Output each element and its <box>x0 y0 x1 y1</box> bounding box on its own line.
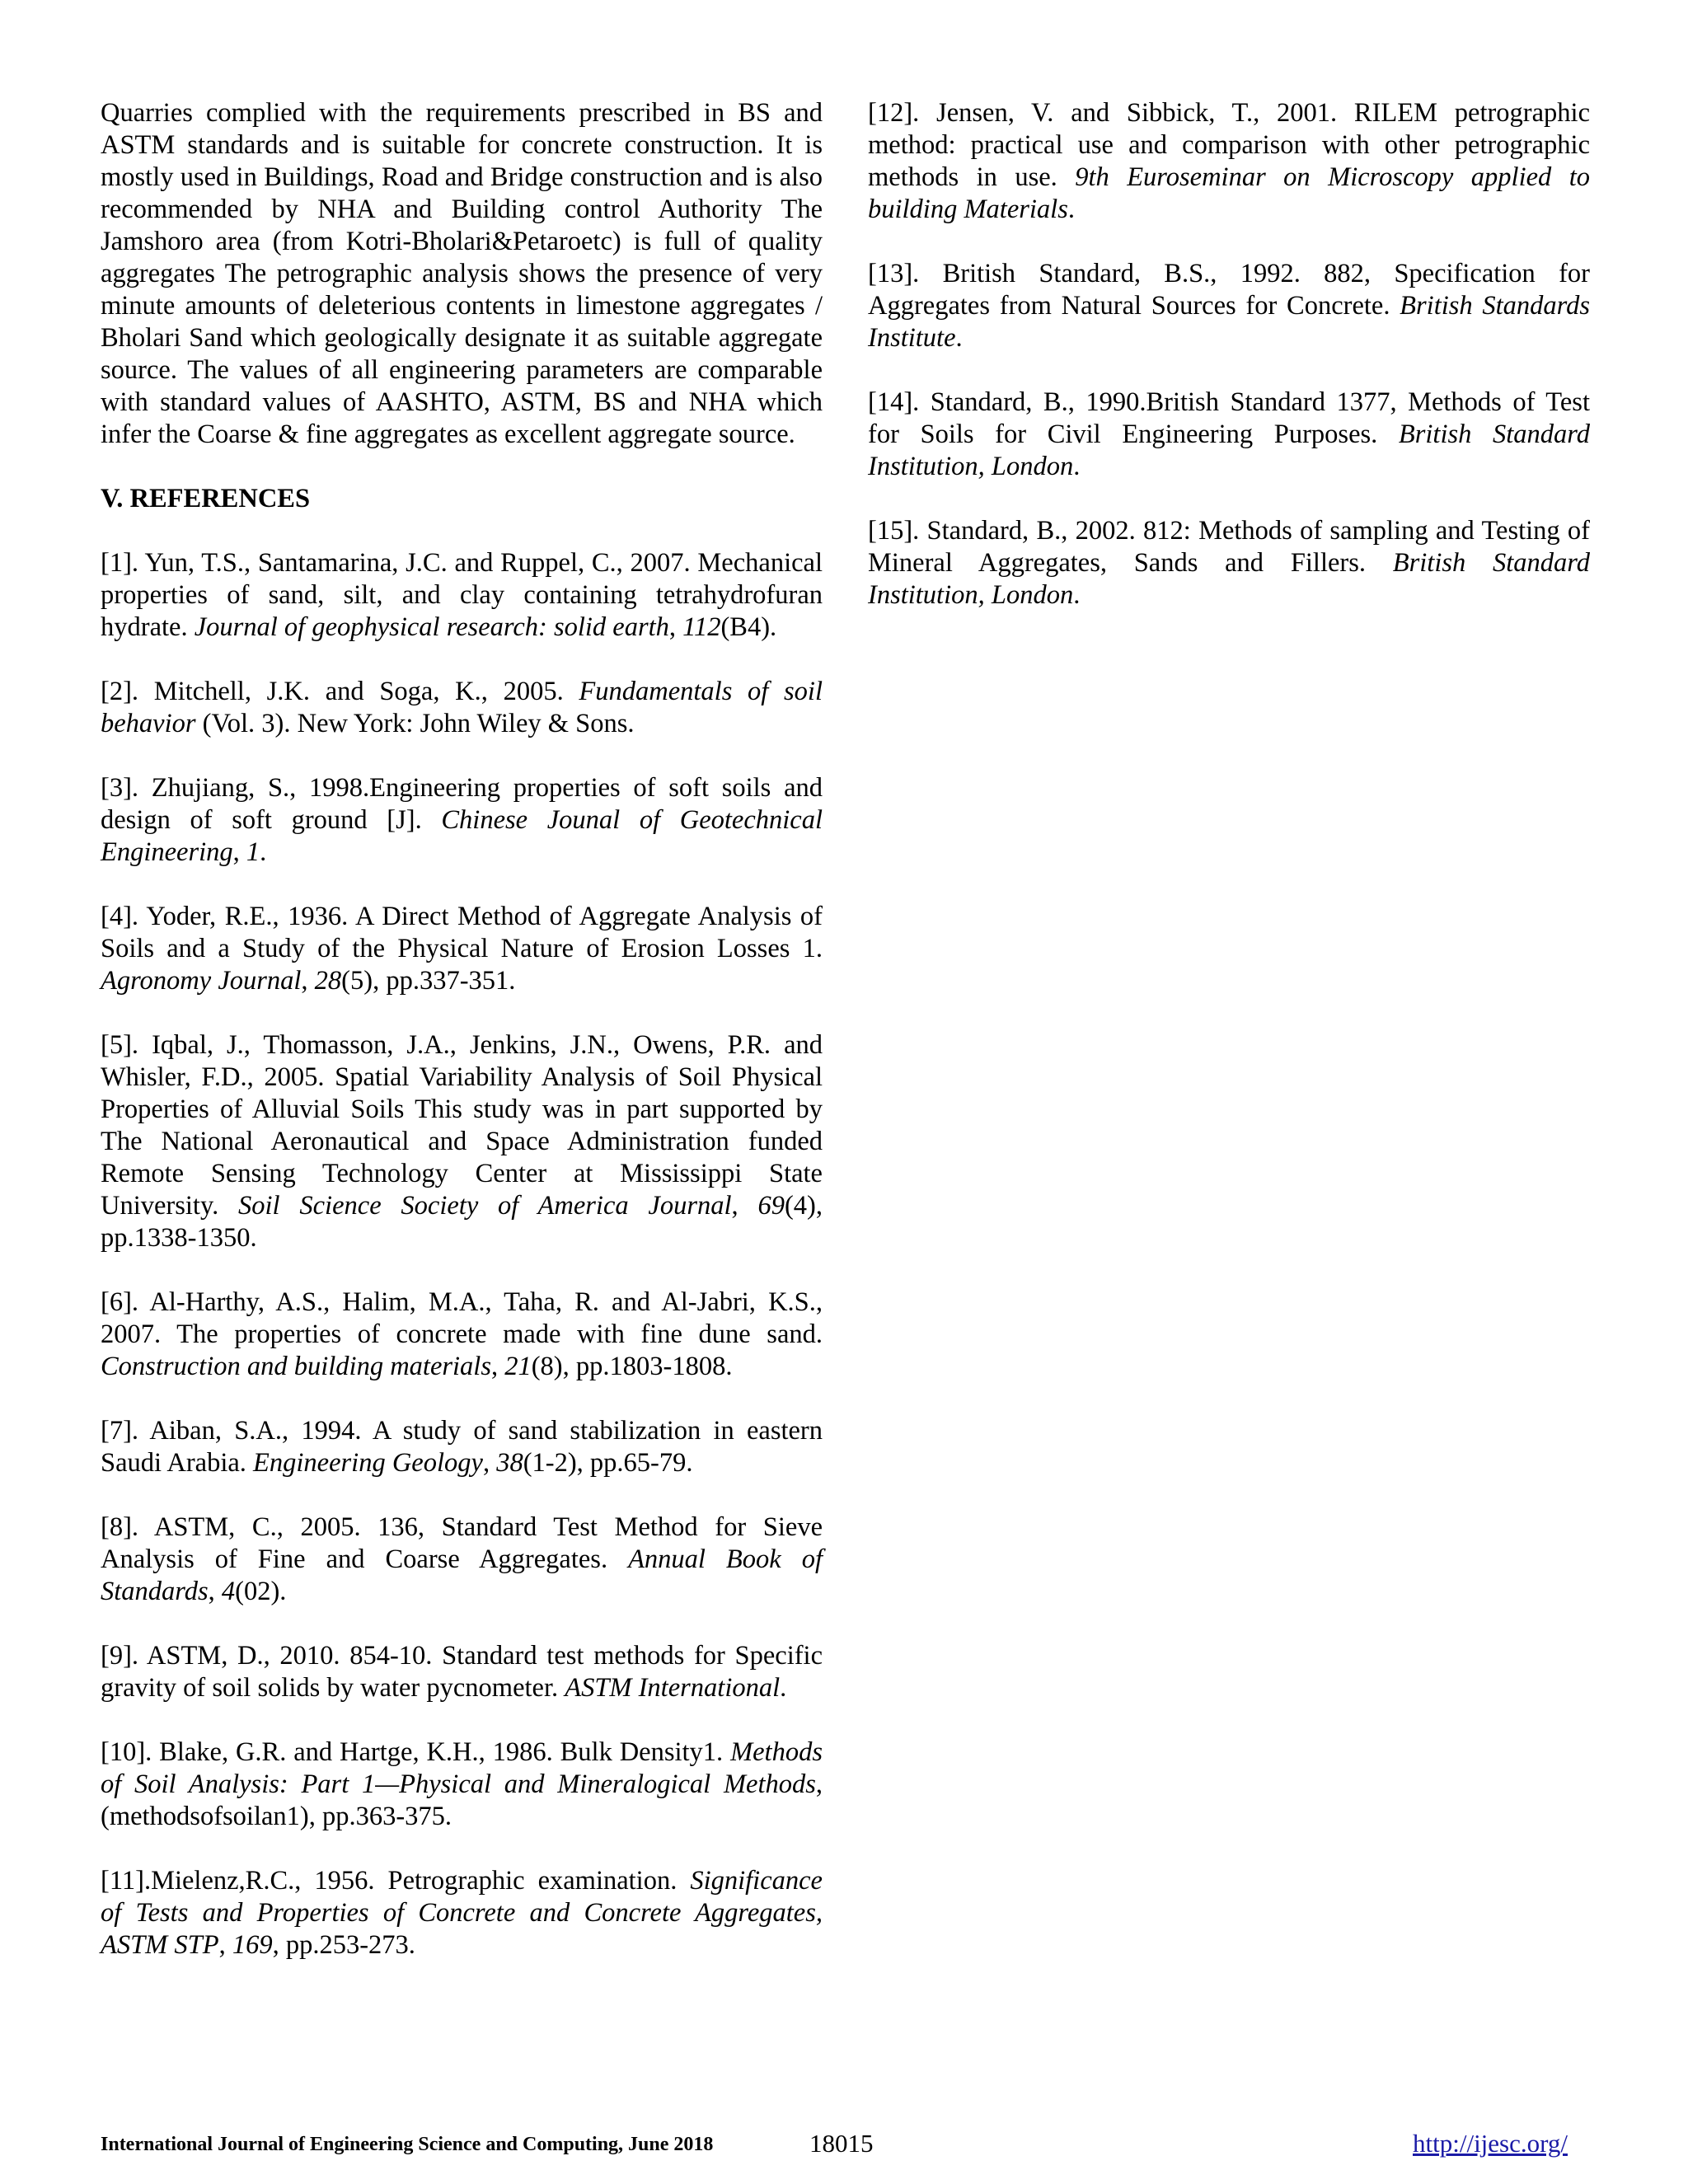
reference-text: [9]. ASTM, D., 2010. 854-10. Standard test methods for Specific gravity of soil solids by water pycnometer. <box>101 1641 823 1703</box>
footer-journal-name: International Journal of Engineering Science and Computing, June 2018 <box>101 2134 714 2155</box>
reference-item <box>101 772 823 869</box>
reference-text: [12]. Jensen, V. and Sibbick, T., 2001. RILEM petrographic method: practical use and comparison with other petrographic methods in use. <box>868 98 1590 192</box>
reference-text: (Vol. 3). New York: John Wiley & Sons. <box>195 709 635 738</box>
intro-paragraph: Quarries complied with the requirements prescribed in BS and ASTM standards and is suitable for concrete construction. It is mostly used in Buildings, Road and Bridge construction and is also recommended by NHA and Building control Authority The Jamshoro area (from Kotri-Bholari&Petaroetc) is full of quality aggregates The petrographic analysis shows the presence of very minute amounts of deleterious contents in limestone aggregates / Bholari Sand which geologically designate it as suitable aggregate source. The values of all engineering parameters are comparable with standard values of AASHTO, ASTM, BS and NHA which infer the Coarse & fine aggregates as excellent aggregate source. <box>101 98 823 449</box>
reference-item <box>868 387 1590 483</box>
references-list-right <box>868 97 1590 612</box>
reference-item <box>101 1865 823 1961</box>
reference-text: , <box>232 837 246 867</box>
reference-text: . <box>955 323 963 353</box>
reference-text: . <box>1073 452 1081 481</box>
references-list-left <box>101 547 823 1961</box>
reference-text: [13]. British Standard, B.S., 1992. 882, Specification for Aggregates from Natural Sources for Concrete. <box>868 259 1590 321</box>
reference-text: [10]. Blake, G.R. and Hartge, K.H., 1986. Bulk Density1. <box>101 1737 731 1767</box>
reference-text: [2]. Mitchell, J.K. and Soga, K., 2005. <box>101 677 579 706</box>
reference-item <box>101 1286 823 1383</box>
reference-italic-text: 9th Euroseminar on Microscopy applied to building Materials <box>868 162 1590 224</box>
reference-text: . <box>260 837 267 867</box>
reference-text: (02). <box>235 1577 287 1606</box>
reference-text: , (methodsofsoilan1), pp.363-375. <box>101 1769 823 1831</box>
reference-text: (1-2), pp.65-79. <box>523 1448 693 1478</box>
reference-text: [5]. Iqbal, J., Thomasson, J.A., Jenkins, J.N., Owens, P.R. and Whisler, F.D., 2005. Spatial Variability Analysis of Soil Physical Properties of Alluvial Soils This study was in part supported by The National Aeronautical and Space Administration funded Remote Sensing Technology Center at Mississippi State University. <box>101 1030 823 1221</box>
reference-text: [1]. Yun, T.S., Santamarina, J.C. and Ruppel, C., 2007. Mechanical properties of sand, silt, and clay containing tetrahydrofuran hydrate. <box>101 548 823 642</box>
reference-text: (5), pp.337-351. <box>341 966 516 996</box>
reference-italic-text: Chinese Jounal of Geotechnical Engineering <box>101 805 823 867</box>
reference-text: (4), pp.1338-1350. <box>101 1191 823 1253</box>
reference-italic-text: ASTM International <box>565 1673 781 1703</box>
page-footer <box>101 2129 1568 2162</box>
reference-text: , <box>482 1448 497 1478</box>
reference-text: , <box>208 1577 222 1606</box>
reference-text: , <box>218 1930 232 1960</box>
reference-item <box>101 547 823 644</box>
reference-text: , <box>301 966 315 996</box>
reference-text: (8), pp.1803-1808. <box>531 1352 733 1381</box>
reference-text: [7]. Aiban, S.A., 1994. A study of sand stabilization in eastern Saudi Arabia. <box>101 1416 823 1478</box>
reference-item <box>868 97 1590 226</box>
reference-italic-text: Annual Book of Standards <box>101 1544 823 1606</box>
reference-text: [3]. Zhujiang, S., 1998.Engineering properties of soft soils and design of soft ground [J]. <box>101 773 823 835</box>
reference-italic-text: 4 <box>221 1577 236 1606</box>
reference-italic-text: 69 <box>757 1191 785 1221</box>
reference-text: [6]. Al-Harthy, A.S., Halim, M.A., Taha, R. and Al-Jabri, K.S., 2007. The properties of concrete made with fine dune sand. <box>101 1287 823 1349</box>
reference-italic-text: Construction and building materials <box>101 1352 491 1381</box>
reference-italic-text: Significance of Tests and Properties of Concrete and Concrete Aggregates, ASTM STP <box>101 1866 823 1960</box>
reference-item <box>101 1511 823 1608</box>
reference-item <box>868 515 1590 612</box>
reference-text: [4]. Yoder, R.E., 1936. A Direct Method of Aggregate Analysis of Soils and a Study of the Physical Nature of Erosion Losses 1. <box>101 902 823 963</box>
reference-item <box>101 676 823 740</box>
reference-italic-text: Fundamentals of soil behavior <box>101 677 823 738</box>
reference-text: , pp.253-273. <box>272 1930 415 1960</box>
reference-text: . <box>1067 194 1075 224</box>
left-column <box>101 97 823 1994</box>
page-number: 18015 <box>809 2129 874 2158</box>
reference-text: [14]. Standard, B., 1990.British Standard 1377, Methods of Test for Soils for Civil Engineering Purposes. <box>868 387 1590 449</box>
reference-item <box>101 1415 823 1479</box>
reference-item <box>101 1640 823 1704</box>
reference-italic-text: Journal of geophysical research: solid earth <box>194 612 669 642</box>
reference-italic-text: British Standard Institution, London <box>868 548 1590 610</box>
reference-italic-text: Soil Science Society of America Journal <box>238 1191 732 1221</box>
reference-italic-text: 1 <box>246 837 260 867</box>
reference-italic-text: 112 <box>682 612 721 642</box>
reference-text: . <box>1073 580 1081 610</box>
reference-text: , <box>668 612 683 642</box>
reference-italic-text: Agronomy Journal <box>101 966 302 996</box>
reference-italic-text: British Standard Institution, London <box>868 419 1590 481</box>
references-heading: V. REFERENCES <box>101 484 311 513</box>
reference-italic-text: Methods of Soil Analysis: Part 1—Physical and Mineralogical Methods <box>101 1737 823 1799</box>
reference-item <box>868 258 1590 354</box>
reference-text: [15]. Standard, B., 2002. 812: Methods of sampling and Testing of Mineral Aggregates, Sands and Fillers. <box>868 516 1590 578</box>
reference-italic-text: 169 <box>232 1930 273 1960</box>
reference-text: [11].Mielenz,R.C., 1956. Petrographic examination. <box>101 1866 691 1896</box>
reference-text: [8]. ASTM, C., 2005. 136, Standard Test Method for Sieve Analysis of Fine and Coarse Aggregates. <box>101 1512 823 1574</box>
reference-italic-text: 38 <box>496 1448 523 1478</box>
reference-italic-text: 21 <box>504 1352 532 1381</box>
journal-url-link[interactable]: http://ijesc.org/ <box>1413 2129 1568 2158</box>
reference-text: . <box>780 1673 787 1703</box>
reference-item <box>101 1029 823 1254</box>
reference-text: , <box>731 1191 758 1221</box>
reference-italic-text: 28 <box>314 966 342 996</box>
reference-text: , <box>490 1352 505 1381</box>
reference-text: (B4). <box>720 612 777 642</box>
reference-item <box>101 901 823 997</box>
right-column <box>868 97 1590 644</box>
reference-italic-text: British Standards Institute <box>868 291 1590 353</box>
reference-italic-text: Engineering Geology <box>253 1448 483 1478</box>
reference-item <box>101 1736 823 1833</box>
